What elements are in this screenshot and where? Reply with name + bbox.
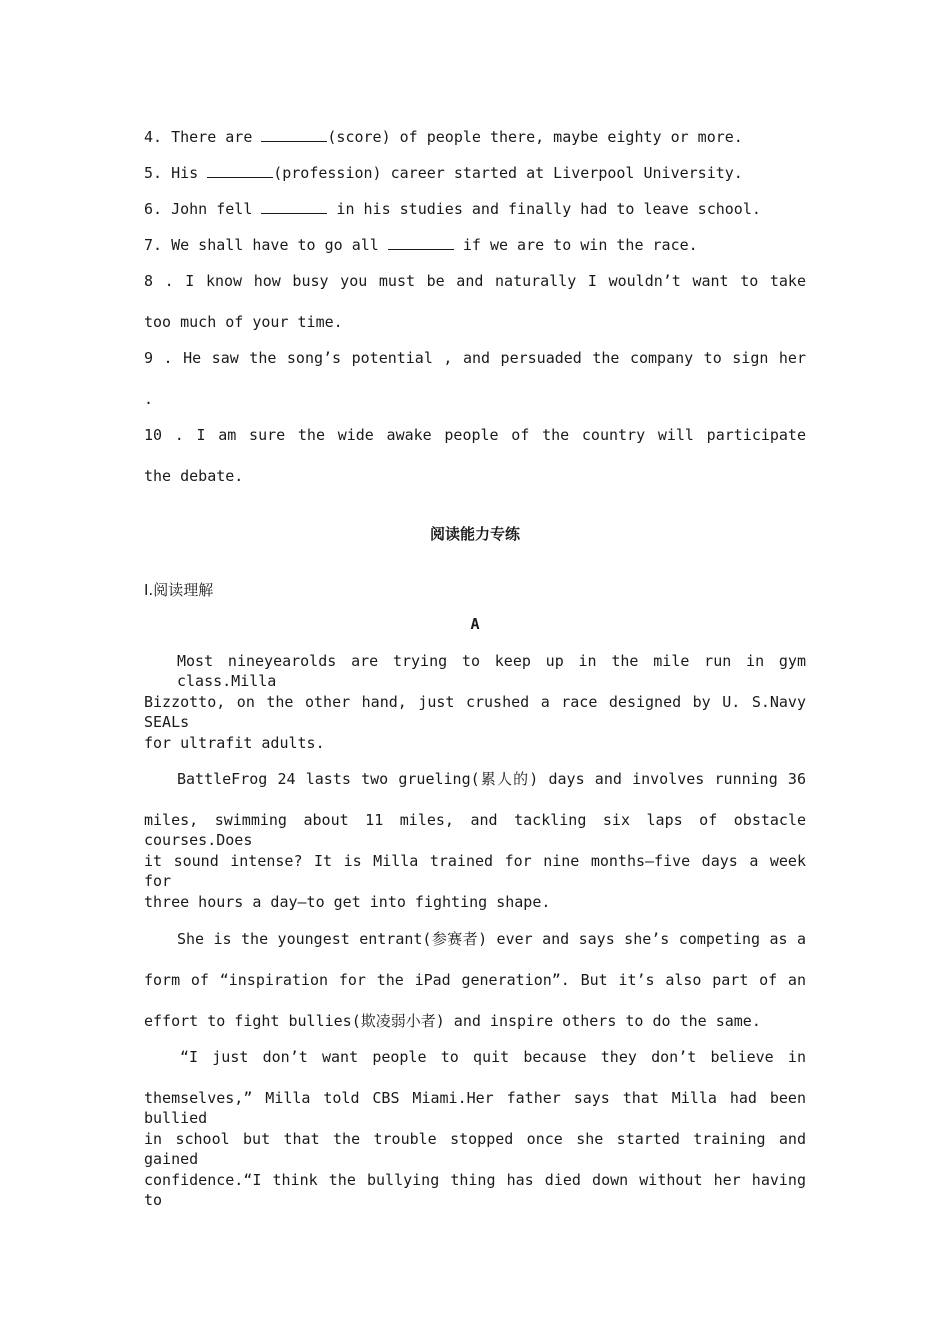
reading-section-title: 阅读能力专练 (429, 525, 520, 543)
exercise-5-text: 5. His (144, 164, 208, 182)
exercise-7 (144, 235, 806, 255)
passage-label: A (470, 615, 480, 633)
exercise-6-text: 6. John fell (144, 200, 262, 218)
paragraph-4-line-1: “I just don’t want people to quit because they don’t believe in (180, 1048, 806, 1066)
paragraph-4-line-2: themselves,” Milla told CBS Miami.Her father says that Milla had been bullied (144, 1089, 806, 1127)
paragraph-2-line-3: it sound intense? It is Milla trained for nine months—five days a week for (144, 852, 806, 890)
answer-blank (261, 199, 327, 214)
answer-blank (261, 127, 327, 142)
exercise-7-text: 7. We shall have to go all (144, 236, 388, 254)
exercise-9-line-1: 9 . He saw the song’s potential , and persuaded the company to sign her (144, 349, 806, 367)
paragraph-1-line-3: for ultrafit adults. (144, 734, 325, 752)
paragraph-1-line-1: Most nineyearolds are trying to keep up in the mile run in gym class.Milla (177, 652, 806, 690)
paragraph-1-line-2: Bizzotto, on the other hand, just crushed a race designed by U. S.Navy SEALs (144, 693, 806, 731)
paragraph-2-line-4: three hours a day—to get into fighting shape. (144, 893, 551, 911)
exercise-5-text-end: (profession) career started at Liverpool University. (273, 164, 743, 182)
paragraph-2-line-2: miles, swimming about 11 miles, and tackling six laps of obstacle courses.Does (144, 811, 806, 849)
answer-blank (207, 163, 273, 178)
exercise-6-text-end: in his studies and finally had to leave school. (327, 200, 761, 218)
exercise-8-line-1: 8 . I know how busy you must be and naturally I wouldn’t want to take (144, 272, 806, 290)
paragraph-4-line-3: in school but that the trouble stopped once she started training and gained (144, 1130, 806, 1168)
paragraph-2-line-1: BattleFrog 24 lasts two grueling(累人的) days and involves running 36 (177, 770, 806, 788)
exercise-7-text-end: if we are to win the race. (453, 236, 698, 254)
exercise-4 (144, 127, 806, 147)
exercise-10-line-2: the debate. (144, 467, 244, 485)
exercise-9-line-2: . (144, 390, 154, 408)
paragraph-3-line-3: effort to fight bullies(欺凌弱小者) and inspire others to do the same. (144, 1012, 761, 1030)
exercise-10-line-1: 10 . I am sure the wide awake people of the country will participate (144, 426, 806, 444)
answer-blank (388, 235, 454, 250)
paragraph-4-line-4: confidence.“I think the bullying thing has died down without her having to (144, 1171, 806, 1209)
exercise-6 (144, 199, 806, 219)
paragraph-3-line-1: She is the youngest entrant(参赛者) ever and says she’s competing as a (177, 930, 806, 948)
exercise-4-text: 4. There are (144, 128, 262, 146)
reading-comprehension-label: Ⅰ.阅读理解 (144, 581, 214, 599)
exercise-4-text-end: (score) of people there, maybe eighty or more. (327, 128, 743, 146)
exercise-8-line-2: too much of your time. (144, 313, 343, 331)
paragraph-3-line-2: form of “inspiration for the iPad generation”. But it’s also part of an (144, 971, 806, 989)
exercise-5 (144, 163, 806, 183)
